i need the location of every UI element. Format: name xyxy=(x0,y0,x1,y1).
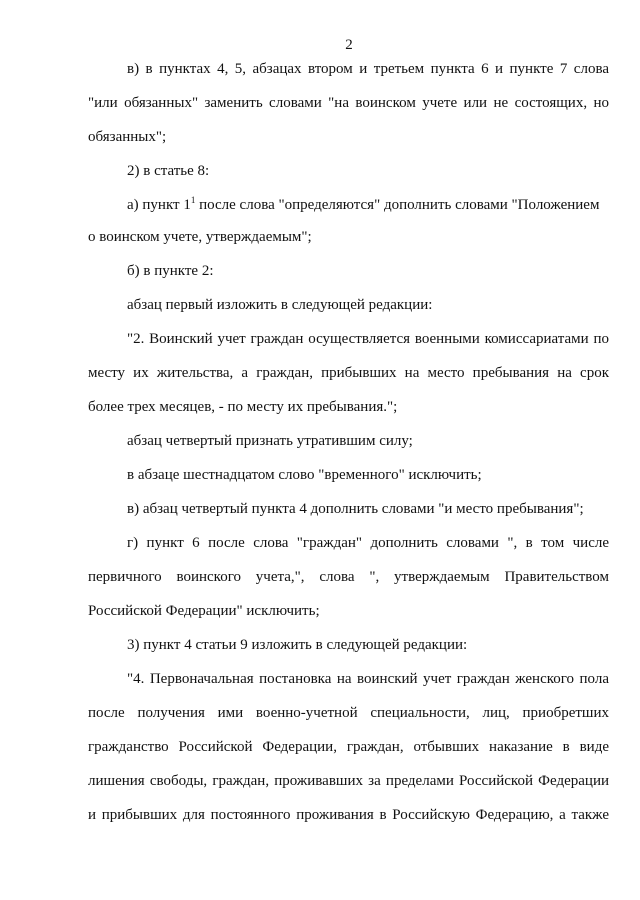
paragraph-line: "или обязанных" заменить словами "на воинском учете или не состоящих, но xyxy=(88,95,609,111)
page-number: 2 xyxy=(345,37,353,53)
paragraph-line xyxy=(127,196,609,214)
paragraph-line: о воинском учете, утверждаемым"; xyxy=(88,229,312,245)
paragraph-line: г) пункт 6 после слова "граждан" дополнить словами ", в том числе xyxy=(127,535,609,551)
paragraph-line: абзац четвертый признать утратившим силу; xyxy=(127,433,413,449)
paragraph-line: лишения свободы, граждан, проживавших за пределами Российской Федерации xyxy=(88,773,609,789)
superscript: 1 xyxy=(190,195,196,205)
paragraph-line: б) в пункте 2: xyxy=(127,263,214,279)
paragraph-line: абзац первый изложить в следующей редакции: xyxy=(127,297,433,313)
paragraph-line: "4. Первоначальная постановка на воинский учет граждан женского пола xyxy=(127,671,609,687)
paragraph-line: более трех месяцев, - по месту их пребывания."; xyxy=(88,399,398,415)
paragraph-line: месту их жительства, а граждан, прибывших на место пребывания на срок xyxy=(88,365,609,381)
paragraph-line: первичного воинского учета,", слова ", утверждаемым Правительством xyxy=(88,569,609,585)
text-fragment: а) пункт 1 xyxy=(127,197,191,213)
paragraph-line: в абзаце шестнадцатом слово "временного" исключить; xyxy=(127,467,482,483)
paragraph-line: гражданство Российской Федерации, граждан, отбывших наказание в виде xyxy=(88,739,609,755)
paragraph-line: в) абзац четвертый пункта 4 дополнить словами "и место пребывания"; xyxy=(127,501,584,517)
paragraph-line: после получения ими военно-учетной специальности, лиц, приобретших xyxy=(88,705,609,721)
paragraph-line: и прибывших для постоянного проживания в Российскую Федерацию, а также xyxy=(88,807,609,823)
text-fragment: после слова "определяются" дополнить словами "Положением xyxy=(195,197,600,213)
paragraph-line: Российской Федерации" исключить; xyxy=(88,603,320,619)
paragraph-line: обязанных"; xyxy=(88,129,167,145)
paragraph-line: 2) в статье 8: xyxy=(127,163,210,179)
paragraph-line: в) в пунктах 4, 5, абзацах втором и третьем пункта 6 и пункте 7 слова xyxy=(127,61,609,77)
paragraph-line: 3) пункт 4 статьи 9 изложить в следующей редакции: xyxy=(127,637,468,653)
paragraph-line: "2. Воинский учет граждан осуществляется военными комиссариатами по xyxy=(127,331,609,347)
